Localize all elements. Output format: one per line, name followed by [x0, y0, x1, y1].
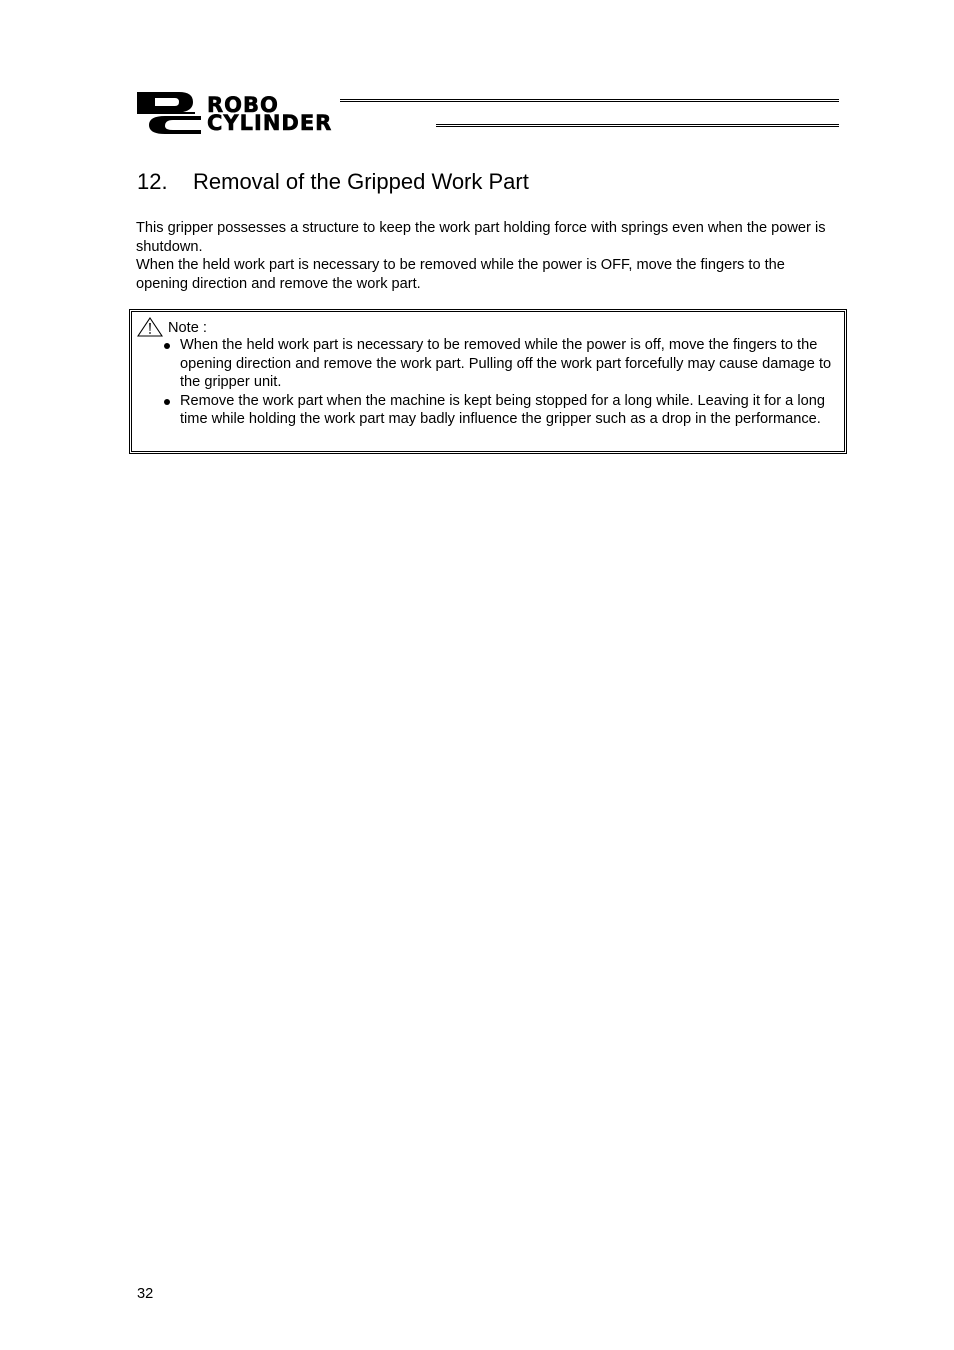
- bullet-icon: [164, 399, 170, 405]
- intro-paragraph-2: When the held work part is necessary to be removed while the power is OFF, move the fingers to the opening direction and remove the work part.: [136, 257, 785, 292]
- bullet-icon: [164, 343, 170, 349]
- logo-word-cylinder: CYLINDER: [207, 111, 333, 135]
- note-item: [162, 392, 842, 429]
- logo-word-robo: ROBO: [207, 93, 279, 117]
- section-heading: [137, 168, 529, 196]
- note-list: [162, 336, 842, 429]
- intro-text: [136, 219, 836, 293]
- note-item-text: When the held work part is necessary to be removed while the power is off, move the fingers to the opening direction and remove the work part. Pulling off the work part forcefully may cause damage to the gripper unit.: [180, 337, 832, 390]
- intro-paragraph-1: This gripper possesses a structure to keep the work part holding force with springs even when the power is shutdown.: [136, 220, 826, 255]
- note-label: Note :: [168, 320, 207, 336]
- header-rule-top: [340, 99, 839, 102]
- note-item: [162, 336, 842, 392]
- section-number: 12.: [137, 169, 168, 194]
- note-box: [131, 311, 845, 452]
- rc-logo-mark: [135, 90, 205, 136]
- header-rule-bottom: [436, 124, 839, 127]
- warning-triangle-icon: [137, 317, 163, 337]
- page-number: 32: [137, 1286, 154, 1302]
- robo-cylinder-logo: [135, 90, 845, 136]
- note-item-text: Remove the work part when the machine is kept being stopped for a long while. Leaving it for a long time while holding the work part may badly influence the gripper such as a drop in the performance.: [180, 392, 825, 427]
- section-title: Removal of the Gripped Work Part: [193, 169, 529, 194]
